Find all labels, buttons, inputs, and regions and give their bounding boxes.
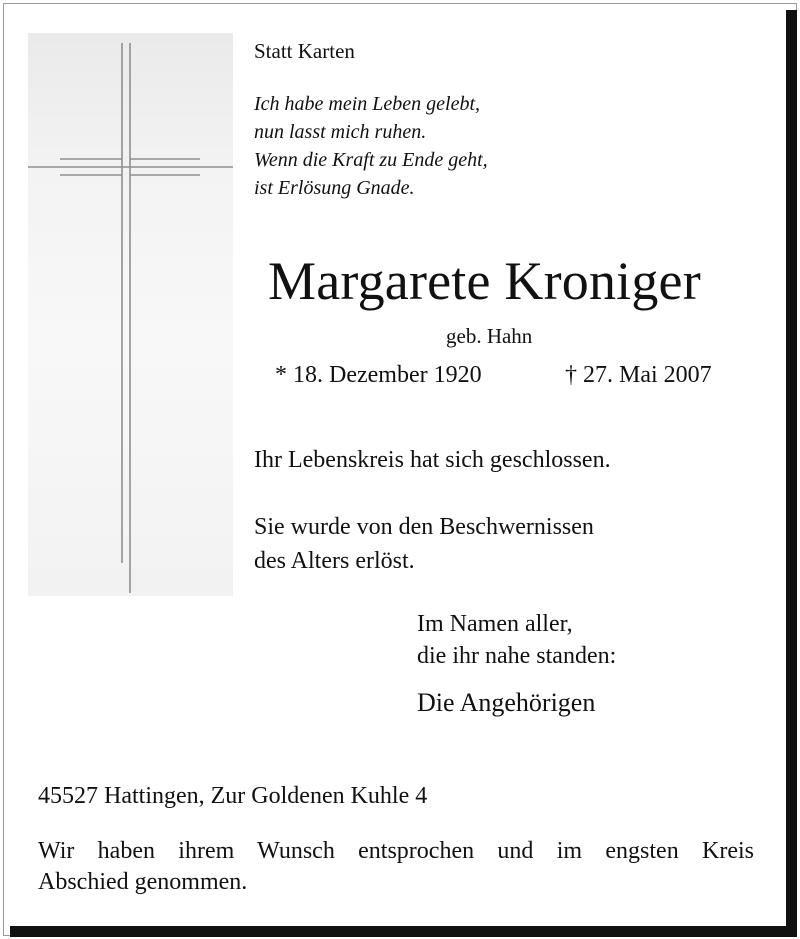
closing-line: Wir haben ihrem Wunsch entsprochen und im engsten Kreis — [38, 838, 754, 864]
death-date: † 27. Mai 2007 — [565, 362, 712, 388]
paragraph-beschwernisse — [254, 510, 594, 578]
signature-intro — [417, 608, 616, 672]
header-statt-karten: Statt Karten — [254, 39, 355, 63]
maiden-name: geb. Hahn — [446, 324, 533, 348]
poem-line: Wenn die Kraft zu Ende geht, — [254, 149, 488, 171]
birth-date: * 18. Dezember 1920 — [275, 362, 482, 388]
poem-line: nun lasst mich ruhen. — [254, 121, 427, 143]
cross-image-panel — [28, 33, 233, 596]
paragraph-line: Ihr Lebenskreis hat sich geschlossen. — [254, 447, 611, 473]
frame-shadow-bottom — [10, 926, 797, 937]
signature-intro-line: Im Namen aller, — [417, 611, 573, 637]
deceased-name: Margarete Kroniger — [268, 251, 701, 311]
paragraph-line: Sie wurde von den Beschwernissen — [254, 514, 594, 540]
closing-line: Abschied genommen. — [38, 869, 248, 895]
closing-text — [38, 836, 754, 898]
signature: Die Angehörigen — [417, 688, 596, 717]
poem-line: ist Erlösung Gnade. — [254, 177, 415, 199]
cross-icon — [28, 33, 233, 596]
signature-intro-line: die ihr nahe standen: — [417, 643, 617, 669]
paragraph-line: des Alters erlöst. — [254, 548, 415, 574]
frame-shadow-right — [786, 10, 797, 937]
paragraph-lebenskreis — [254, 443, 611, 477]
poem — [254, 90, 488, 202]
poem-line: Ich habe mein Leben gelebt, — [254, 93, 481, 115]
address: 45527 Hattingen, Zur Goldenen Kuhle 4 — [38, 783, 428, 809]
